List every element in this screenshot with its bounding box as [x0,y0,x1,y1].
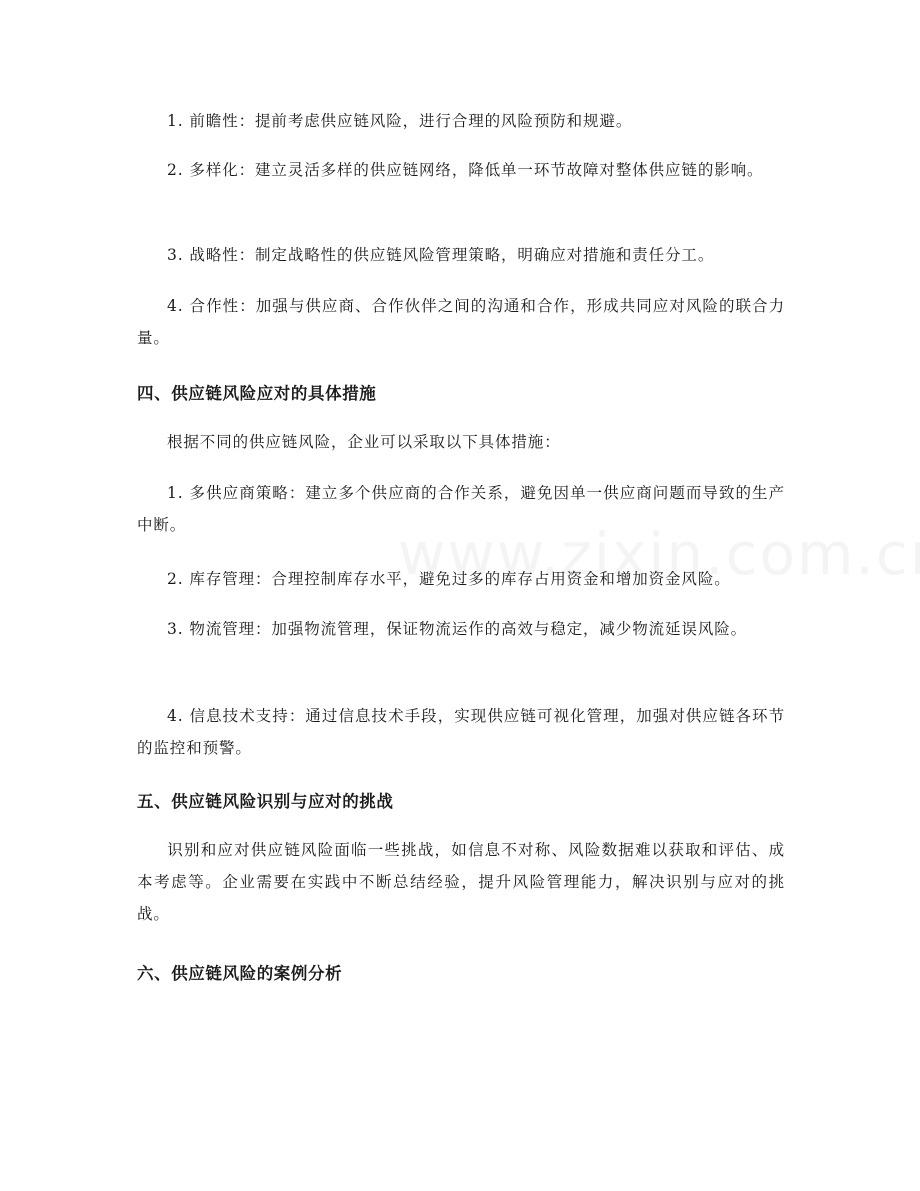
list-item-foresight: 1. 前瞻性：提前考虑供应链风险，进行合理的风险预防和规避。 [167,112,633,130]
section-heading-4: 四、供应链风险应对的具体措施 [137,384,377,403]
intro-paragraph: 根据不同的供应链风险，企业可以采取以下具体措施： [167,433,561,451]
list-item-it-support: 4. 信息技术支持：通过信息技术手段，实现供应链可视化管理，加强对供应链各环节的监控和预警。 [137,707,785,757]
list-item-logistics: 3. 物流管理：加强物流管理，保证物流运作的高效与稳定，减少物流延误风险。 [167,620,748,638]
section-heading-5: 五、供应链风险识别与应对的挑战 [137,792,394,811]
list-item-cooperation: 4. 合作性：加强与供应商、合作伙伴之间的沟通和合作，形成共同应对风险的联合力量。 [137,297,785,347]
list-item-inventory: 2. 库存管理：合理控制库存水平，避免过多的库存占用资金和增加资金风险。 [167,570,731,588]
list-item-multi-supplier: 1. 多供应商策略：建立多个供应商的合作关系，避免因单一供应商问题而导致的生产中断。 [137,484,785,534]
challenges-paragraph: 识别和应对供应链风险面临一些挑战，如信息不对称、风险数据难以获取和评估、成本考虑等。企业需要在实践中不断总结经验，提升风险管理能力，解决识别与应对的挑战。 [137,841,785,923]
list-item-strategic: 3. 战略性：制定战略性的供应链风险管理策略，明确应对措施和责任分工。 [167,246,715,264]
list-item-diversification: 2. 多样化：建立灵活多样的供应链网络，降低单一环节故障对整体供应链的影响。 [167,161,764,179]
section-heading-6: 六、供应链风险的案例分析 [137,964,343,983]
